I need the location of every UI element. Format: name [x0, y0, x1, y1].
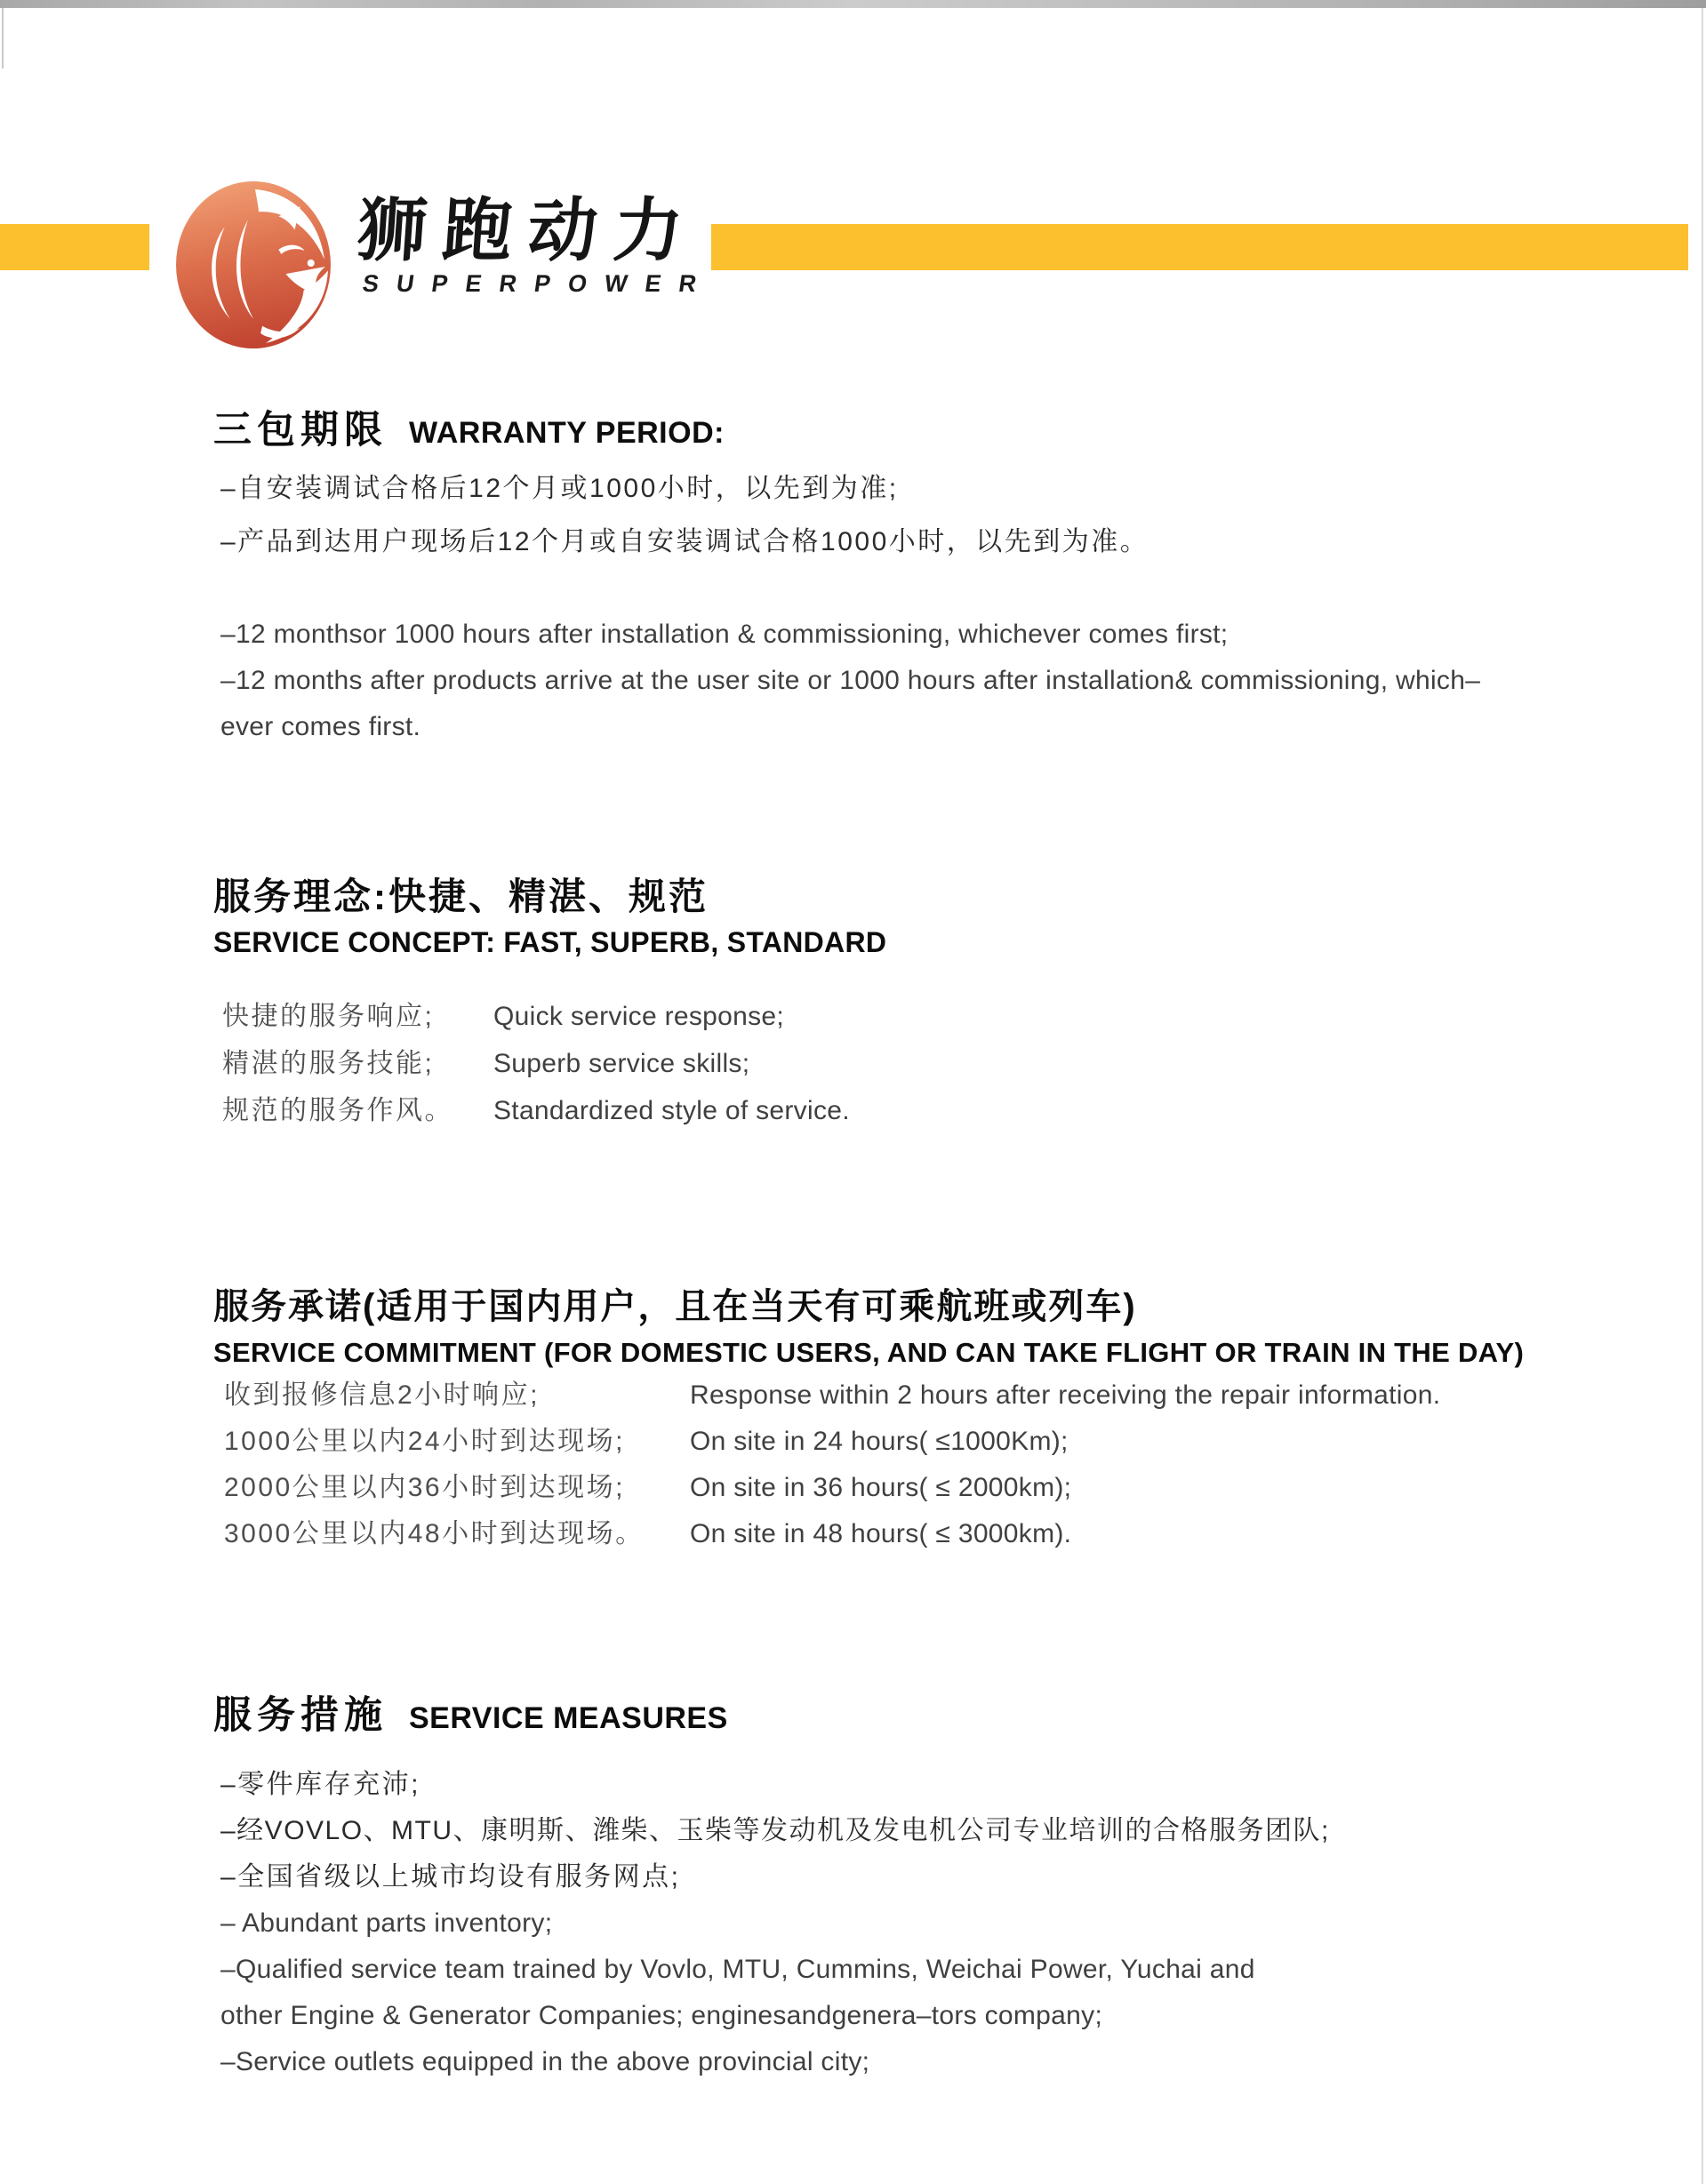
scan-right-edge-line	[1702, 8, 1703, 2184]
concept-row-cn: 精湛的服务技能;	[222, 1049, 435, 1078]
scan-left-edge-line	[2, 8, 4, 68]
concept-row-cn: 快捷的服务响应;	[222, 1002, 435, 1031]
concept-heading-en: SERVICE CONCEPT: FAST, SUPERB, STANDARD	[213, 926, 887, 958]
commitment-row-en: On site in 24 hours( ≤1000Km);	[690, 1427, 1069, 1456]
measures-line: – Abundant parts inventory;	[220, 1908, 553, 1938]
warranty-line-en: –12 months after products arrive at the user site or 1000 hours after installation& commissioning, which–	[220, 666, 1481, 695]
concept-row-en: Superb service skills;	[493, 1049, 750, 1078]
commitment-row-en: On site in 36 hours( ≤ 2000km);	[690, 1473, 1072, 1502]
measures-line: –Service outlets equipped in the above provincial city;	[220, 2047, 870, 2076]
measures-line: –零件库存充沛;	[220, 1770, 421, 1799]
commitment-heading-cn: 服务承诺(适用于国内用户，且在当天有可乘航班或列车)	[213, 1287, 1137, 1326]
commitment-row-cn: 收到报修信息2小时响应;	[224, 1380, 541, 1410]
warranty-heading	[213, 400, 725, 454]
measures-line: –Qualified service team trained by Vovlo, MTU, Cummins, Weichai Power, Yuchai and	[220, 1955, 1255, 1984]
concept-row-en: Quick service response;	[493, 1002, 785, 1031]
concept-row-en: Standardized style of service.	[493, 1096, 850, 1125]
lion-head-icon	[174, 180, 332, 350]
accent-band-left	[0, 224, 149, 270]
measures-line: –经VOVLO、MTU、康明斯、潍柴、玉柴等发动机及发电机公司专业培训的合格服务团队;	[220, 1816, 1330, 1845]
commitment-heading-en: SERVICE COMMITMENT (FOR DOMESTIC USERS, AND CAN TAKE FLIGHT OR TRAIN IN THE DAY)	[213, 1337, 1525, 1368]
concept-heading-cn: 服务理念:快捷、精湛、规范	[213, 876, 709, 917]
warranty-heading-en: WARRANTY PERIOD:	[409, 416, 725, 450]
concept-row-cn: 规范的服务作风。	[222, 1096, 453, 1125]
warranty-line-en: ever comes first.	[220, 712, 421, 741]
measures-heading-en: SERVICE MEASURES	[409, 1701, 728, 1735]
accent-band-right	[711, 224, 1688, 270]
warranty-line-cn: –产品到达用户现场后12个月或自安装调试合格1000小时，以先到为准。	[220, 527, 1149, 556]
commitment-row-en: On site in 48 hours( ≤ 3000km).	[690, 1519, 1072, 1548]
commitment-row-en: Response within 2 hours after receiving the repair information.	[690, 1380, 1441, 1410]
commitment-row-cn: 2000公里以内36小时到达现场;	[224, 1473, 625, 1502]
measures-heading	[213, 1685, 728, 1740]
commitment-row-cn: 3000公里以内48小时到达现场。	[224, 1519, 645, 1548]
measures-line: other Engine & Generator Companies; enginesandgenera–tors company;	[220, 2001, 1103, 2030]
warranty-heading-cn: 三包期限	[213, 409, 388, 452]
warranty-line-en: –12 monthsor 1000 hours after installation & commissioning, whichever comes first;	[220, 620, 1229, 649]
measures-line: –全国省级以上城市均设有服务网点;	[220, 1862, 681, 1892]
commitment-row-cn: 1000公里以内24小时到达现场;	[224, 1427, 625, 1456]
scan-top-bar	[0, 0, 1706, 8]
warranty-line-cn: –自安装调试合格后12个月或1000小时，以先到为准;	[220, 474, 899, 503]
measures-heading-cn: 服务措施	[213, 1694, 388, 1737]
brand-name-cn: 狮跑动力	[354, 191, 702, 269]
brand-name-en: SUPERPOWER	[360, 270, 717, 297]
